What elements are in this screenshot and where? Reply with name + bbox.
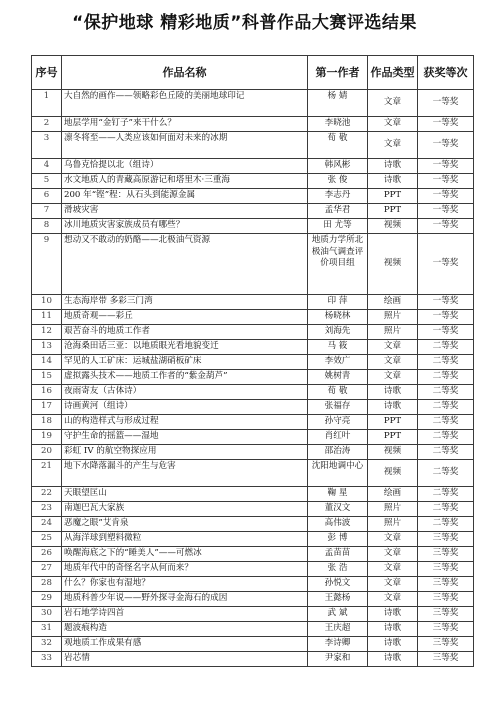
work-type: 绘画 xyxy=(368,487,418,502)
work-name: 地层学用“金钉子”来干什么？ xyxy=(62,117,308,132)
row-number: 27 xyxy=(32,562,62,577)
first-author: 武 斌 xyxy=(308,607,368,622)
work-name: 罕见的人工矿床：运城盐湖硝板矿床 xyxy=(62,355,308,370)
table-row xyxy=(32,340,474,355)
first-author: 李晓池 xyxy=(308,117,368,132)
row-number: 18 xyxy=(32,415,62,430)
table-row xyxy=(32,430,474,445)
award-level: 一等奖 xyxy=(418,219,474,234)
work-type: 视频 xyxy=(368,219,418,234)
first-author: 刘海先 xyxy=(308,325,368,340)
work-type: 文章 xyxy=(368,340,418,355)
table-row xyxy=(32,502,474,517)
header-work-type: 作品类型 xyxy=(368,56,418,90)
table-row xyxy=(32,355,474,370)
first-author: 张 浩 xyxy=(308,562,368,577)
table-row xyxy=(32,415,474,430)
award-level: 二等奖 xyxy=(418,445,474,460)
table-row xyxy=(32,592,474,607)
work-type: PPT xyxy=(368,415,418,430)
work-name: 地质科普少年说——野外探寻金海石的成因 xyxy=(62,592,308,607)
work-name: 诗画黄河（组诗） xyxy=(62,400,308,415)
table-row xyxy=(32,325,474,340)
work-name: 南迦巴瓦大家族 xyxy=(62,502,308,517)
award-level: 三等奖 xyxy=(418,652,474,667)
row-number: 5 xyxy=(32,174,62,189)
first-author: 马 筱 xyxy=(308,340,368,355)
award-level: 三等奖 xyxy=(418,607,474,622)
table-row xyxy=(32,385,474,400)
award-level: 二等奖 xyxy=(418,487,474,502)
table-body xyxy=(32,90,474,667)
work-type: 照片 xyxy=(368,310,418,325)
work-name: 乌鲁克恰提以北（组诗） xyxy=(62,159,308,174)
first-author: 张 俊 xyxy=(308,174,368,189)
first-author: 荀 敬 xyxy=(308,385,368,400)
work-type: PPT xyxy=(368,204,418,219)
work-type: 照片 xyxy=(368,502,418,517)
work-type: PPT xyxy=(368,430,418,445)
work-type: PPT xyxy=(368,189,418,204)
work-type: 文章 xyxy=(368,532,418,547)
work-name: 生态海岸带 多彩三门湾 xyxy=(62,295,308,310)
table-row xyxy=(32,174,474,189)
award-level: 一等奖 xyxy=(418,234,474,295)
work-name: 地下水降落漏斗的产生与危害 xyxy=(62,460,308,487)
row-number: 23 xyxy=(32,502,62,517)
row-number: 24 xyxy=(32,517,62,532)
table-row xyxy=(32,652,474,667)
table-row xyxy=(32,295,474,310)
work-name: 200 年“铿”程：从石头到能源金属 xyxy=(62,189,308,204)
award-level: 二等奖 xyxy=(418,415,474,430)
work-type: 文章 xyxy=(368,117,418,132)
award-level: 三等奖 xyxy=(418,577,474,592)
table-row xyxy=(32,90,474,117)
work-type: 绘画 xyxy=(368,295,418,310)
table-row xyxy=(32,132,474,159)
table-row xyxy=(32,117,474,132)
first-author: 田 尤等 xyxy=(308,219,368,234)
work-name: 凛冬将至——人类应该如何面对未来的冰期 xyxy=(62,132,308,159)
table-row xyxy=(32,189,474,204)
first-author: 鞠 星 xyxy=(308,487,368,502)
work-type: 文章 xyxy=(368,90,418,117)
table-row xyxy=(32,517,474,532)
row-number: 21 xyxy=(32,460,62,487)
row-number: 25 xyxy=(32,532,62,547)
results-table xyxy=(31,55,474,667)
work-type: 视频 xyxy=(368,234,418,295)
work-type: 文章 xyxy=(368,547,418,562)
first-author: 沈阳地调中心 xyxy=(308,460,368,487)
first-author: 李诗卿 xyxy=(308,637,368,652)
work-name: 夜雨寄友（古体诗） xyxy=(62,385,308,400)
first-author: 张福存 xyxy=(308,400,368,415)
award-level: 二等奖 xyxy=(418,370,474,385)
award-level: 一等奖 xyxy=(418,90,474,117)
award-level: 一等奖 xyxy=(418,189,474,204)
work-name: 大自然的画作——领略彩色丘陵的美丽地球印记 xyxy=(62,90,308,117)
first-author: 邵治涛 xyxy=(308,445,368,460)
award-level: 一等奖 xyxy=(418,132,474,159)
work-name: 虚拟露头技术——地质工作者的“紫金葫芦” xyxy=(62,370,308,385)
award-level: 三等奖 xyxy=(418,547,474,562)
work-name: 岩石地学诗四首 xyxy=(62,607,308,622)
award-level: 二等奖 xyxy=(418,400,474,415)
award-level: 三等奖 xyxy=(418,532,474,547)
work-name: 山的构造样式与形成过程 xyxy=(62,415,308,430)
row-number: 13 xyxy=(32,340,62,355)
first-author: 王懿杨 xyxy=(308,592,368,607)
table-row xyxy=(32,562,474,577)
row-number: 9 xyxy=(32,234,62,295)
row-number: 16 xyxy=(32,385,62,400)
work-type: 诗歌 xyxy=(368,174,418,189)
work-name: 想动又不敢动的奶酪——北极油气资源 xyxy=(62,234,308,295)
work-type: 视频 xyxy=(368,445,418,460)
row-number: 8 xyxy=(32,219,62,234)
award-level: 三等奖 xyxy=(418,562,474,577)
header-first-author: 第一作者 xyxy=(308,56,368,90)
award-level: 二等奖 xyxy=(418,460,474,487)
work-type: 诗歌 xyxy=(368,159,418,174)
row-number: 30 xyxy=(32,607,62,622)
first-author: 尹家和 xyxy=(308,652,368,667)
first-author: 孙守亮 xyxy=(308,415,368,430)
work-type: 视频 xyxy=(368,460,418,487)
row-number: 33 xyxy=(32,652,62,667)
work-name: 彩虹 IV 的航空物探应用 xyxy=(62,445,308,460)
page-title: “保护地球 精彩地质”科普作品大赛评选结果 xyxy=(72,13,417,33)
row-number: 4 xyxy=(32,159,62,174)
row-number: 1 xyxy=(32,90,62,117)
award-level: 一等奖 xyxy=(418,159,474,174)
award-level: 二等奖 xyxy=(418,355,474,370)
row-number: 15 xyxy=(32,370,62,385)
work-type: 文章 xyxy=(368,370,418,385)
first-author: 孟华君 xyxy=(308,204,368,219)
header-award-level: 获奖等次 xyxy=(418,56,474,90)
table-row xyxy=(32,532,474,547)
row-number: 26 xyxy=(32,547,62,562)
work-name: 题波痕构造 xyxy=(62,622,308,637)
first-author: 印 萍 xyxy=(308,295,368,310)
work-type: 文章 xyxy=(368,132,418,159)
award-level: 三等奖 xyxy=(418,592,474,607)
first-author: 李效广 xyxy=(308,355,368,370)
work-type: 诗歌 xyxy=(368,607,418,622)
row-number: 22 xyxy=(32,487,62,502)
award-level: 二等奖 xyxy=(418,502,474,517)
award-level: 二等奖 xyxy=(418,517,474,532)
work-name: 从海洋球到塑料微粒 xyxy=(62,532,308,547)
row-number: 7 xyxy=(32,204,62,219)
table-row xyxy=(32,622,474,637)
first-author: 李志丹 xyxy=(308,189,368,204)
table-row xyxy=(32,400,474,415)
first-author: 韩风彬 xyxy=(308,159,368,174)
work-name: 什么？你家也有湿地？ xyxy=(62,577,308,592)
table-row xyxy=(32,204,474,219)
header-no: 序号 xyxy=(32,56,62,90)
work-type: 照片 xyxy=(368,325,418,340)
first-author: 杨 婧 xyxy=(308,90,368,117)
work-type: 诗歌 xyxy=(368,385,418,400)
first-author: 孟苗苗 xyxy=(308,547,368,562)
award-level: 一等奖 xyxy=(418,310,474,325)
table-row xyxy=(32,445,474,460)
award-level: 二等奖 xyxy=(418,340,474,355)
award-level: 一等奖 xyxy=(418,295,474,310)
table-row xyxy=(32,219,474,234)
first-author: 荀 敬 xyxy=(308,132,368,159)
work-name: 冰川地质灾害家族成员有哪些？ xyxy=(62,219,308,234)
award-level: 二等奖 xyxy=(418,385,474,400)
work-type: 诗歌 xyxy=(368,622,418,637)
award-level: 三等奖 xyxy=(418,622,474,637)
table-row xyxy=(32,577,474,592)
row-number: 19 xyxy=(32,430,62,445)
work-type: 文章 xyxy=(368,562,418,577)
first-author: 彭 博 xyxy=(308,532,368,547)
header-work-name: 作品名称 xyxy=(62,56,308,90)
work-name: 守护生命的摇篮——湿地 xyxy=(62,430,308,445)
row-number: 2 xyxy=(32,117,62,132)
row-number: 29 xyxy=(32,592,62,607)
table-row xyxy=(32,547,474,562)
first-author: 王庆超 xyxy=(308,622,368,637)
work-name: 唤醒海底之下的“睡美人”——可燃冰 xyxy=(62,547,308,562)
table-row xyxy=(32,159,474,174)
first-author: 姚树青 xyxy=(308,370,368,385)
table-row xyxy=(32,607,474,622)
row-number: 11 xyxy=(32,310,62,325)
work-name: 地质奇观——彩丘 xyxy=(62,310,308,325)
row-number: 14 xyxy=(32,355,62,370)
first-author: 高伟波 xyxy=(308,517,368,532)
row-number: 28 xyxy=(32,577,62,592)
row-number: 10 xyxy=(32,295,62,310)
row-number: 17 xyxy=(32,400,62,415)
row-number: 6 xyxy=(32,189,62,204)
work-type: 诗歌 xyxy=(368,637,418,652)
row-number: 3 xyxy=(32,132,62,159)
award-level: 三等奖 xyxy=(418,637,474,652)
award-level: 一等奖 xyxy=(418,117,474,132)
row-number: 32 xyxy=(32,637,62,652)
table-row xyxy=(32,370,474,385)
work-type: 文章 xyxy=(368,577,418,592)
work-name: 天眼望匡山 xyxy=(62,487,308,502)
work-name: 艰苦奋斗的地质工作者 xyxy=(62,325,308,340)
work-name: 水文地质人的青藏高原游记和塔里木·三重海 xyxy=(62,174,308,189)
table-row xyxy=(32,310,474,325)
table-row xyxy=(32,460,474,487)
award-level: 二等奖 xyxy=(418,430,474,445)
first-author: 杨晓林 xyxy=(308,310,368,325)
award-level: 一等奖 xyxy=(418,174,474,189)
row-number: 12 xyxy=(32,325,62,340)
work-type: 诗歌 xyxy=(368,400,418,415)
work-type: 文章 xyxy=(368,355,418,370)
row-number: 20 xyxy=(32,445,62,460)
work-type: 照片 xyxy=(368,517,418,532)
work-name: 观地质工作成果有感 xyxy=(62,637,308,652)
first-author: 董汉文 xyxy=(308,502,368,517)
first-author: 孙悦文 xyxy=(308,577,368,592)
work-name: 地质年代中的奇怪名字从何而来？ xyxy=(62,562,308,577)
award-level: 一等奖 xyxy=(418,325,474,340)
work-name: 岩芯情 xyxy=(62,652,308,667)
table-row xyxy=(32,637,474,652)
table-row xyxy=(32,487,474,502)
table-header-row xyxy=(32,56,474,90)
first-author: 肖红叶 xyxy=(308,430,368,445)
table-row xyxy=(32,234,474,295)
work-name: 沧海桑田话三亚：以地质眼光看地貌变迁 xyxy=(62,340,308,355)
work-type: 文章 xyxy=(368,592,418,607)
award-level: 一等奖 xyxy=(418,204,474,219)
first-author: 地质力学所北极油气调查评价项目组 xyxy=(308,234,368,295)
work-name: 滑坡灾害 xyxy=(62,204,308,219)
work-name: 恶魔之眼”艾肯泉 xyxy=(62,517,308,532)
work-type: 诗歌 xyxy=(368,652,418,667)
row-number: 31 xyxy=(32,622,62,637)
